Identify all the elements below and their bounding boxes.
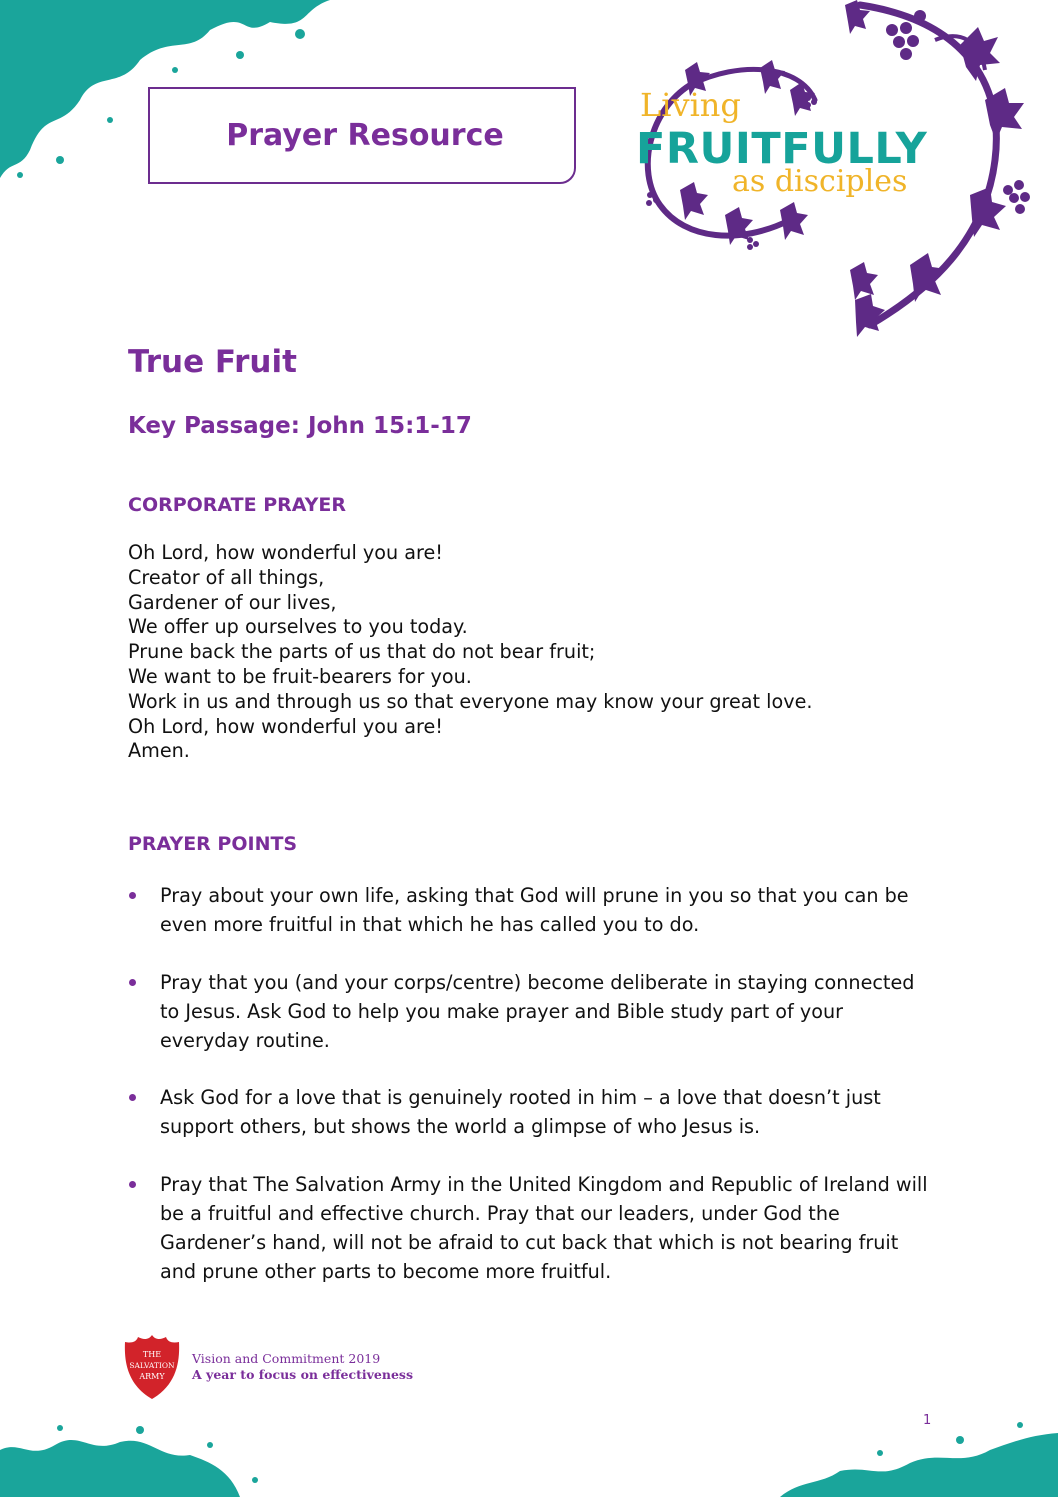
teal-splash-bottom-left <box>0 1400 300 1497</box>
prayer-point-item <box>128 1083 928 1141</box>
prayer-line: Amen. <box>128 739 190 763</box>
prayer-line: Prune back the parts of us that do not bear fruit; <box>128 640 596 664</box>
prayer-points-heading: PRAYER POINTS <box>128 833 298 855</box>
corporate-prayer-heading: CORPORATE PRAYER <box>128 494 347 516</box>
page-number: 1 <box>923 1413 932 1428</box>
prayer-line: Gardener of our lives, <box>128 590 337 614</box>
salvation-army-shield-icon <box>122 1333 182 1401</box>
prayer-point-text: Ask God for a love that is genuinely rooted in him – a love that doesn’t just support others, but shows the world a glimpse of who Jesus is. <box>160 1086 881 1138</box>
shield-word-army: ARMY <box>139 1372 165 1381</box>
prayer-point-text: Pray about your own life, asking that God will prune in you so that you can be even more fruitful in that which he has called you to do. <box>160 884 909 936</box>
prayer-point-item <box>128 968 928 1055</box>
prayer-line: Creator of all things, <box>128 565 325 589</box>
logo-word-fruitfully: FRUITFULLY <box>636 124 928 174</box>
page-title: True Fruit <box>128 344 297 380</box>
bullet-icon <box>129 892 136 899</box>
prayer-line: We offer up ourselves to you today. <box>128 615 468 639</box>
shield-word-salvation: SALVATION <box>129 1361 175 1370</box>
bullet-icon <box>129 1181 136 1188</box>
prayer-line: We want to be fruit-bearers for you. <box>128 664 472 688</box>
teal-splash-bottom-right <box>760 1405 1058 1497</box>
shield-word-the: THE <box>142 1350 162 1359</box>
prayer-point-item <box>128 881 928 939</box>
key-passage: Key Passage: John 15:1-17 <box>128 413 472 439</box>
prayer-point-item <box>128 1170 928 1286</box>
bullet-icon <box>129 1094 136 1101</box>
prayer-resource-label-box <box>148 87 576 184</box>
footer-vision-line: Vision and Commitment 2019 <box>192 1351 381 1366</box>
footer-tagline: A year to focus on effectiveness <box>192 1367 413 1382</box>
corporate-prayer-text <box>128 541 888 764</box>
prayer-line: Oh Lord, how wonderful you are! <box>128 714 443 738</box>
prayer-resource-label: Prayer Resource <box>226 118 504 153</box>
prayer-line: Work in us and through us so that everyone may know your great love. <box>128 689 813 713</box>
prayer-points-list <box>128 881 928 1314</box>
prayer-point-text: Pray that The Salvation Army in the United Kingdom and Republic of Ireland will be a fruitful and effective church. Pray that our leaders, under God the Gardener’s hand, will not be afraid to cut back that which is not bearing fruit and prune other parts to become more fruitful. <box>160 1172 928 1283</box>
logo-word-as-disciples: as disciples <box>732 164 908 199</box>
prayer-point-text: Pray that you (and your corps/centre) become deliberate in staying connected to Jesus. Ask God to help you make prayer and Bible study part of your everyday routine. <box>160 970 915 1052</box>
logo-word-living: Living <box>640 86 741 124</box>
prayer-line: Oh Lord, how wonderful you are! <box>128 541 443 564</box>
bullet-icon <box>129 979 136 986</box>
